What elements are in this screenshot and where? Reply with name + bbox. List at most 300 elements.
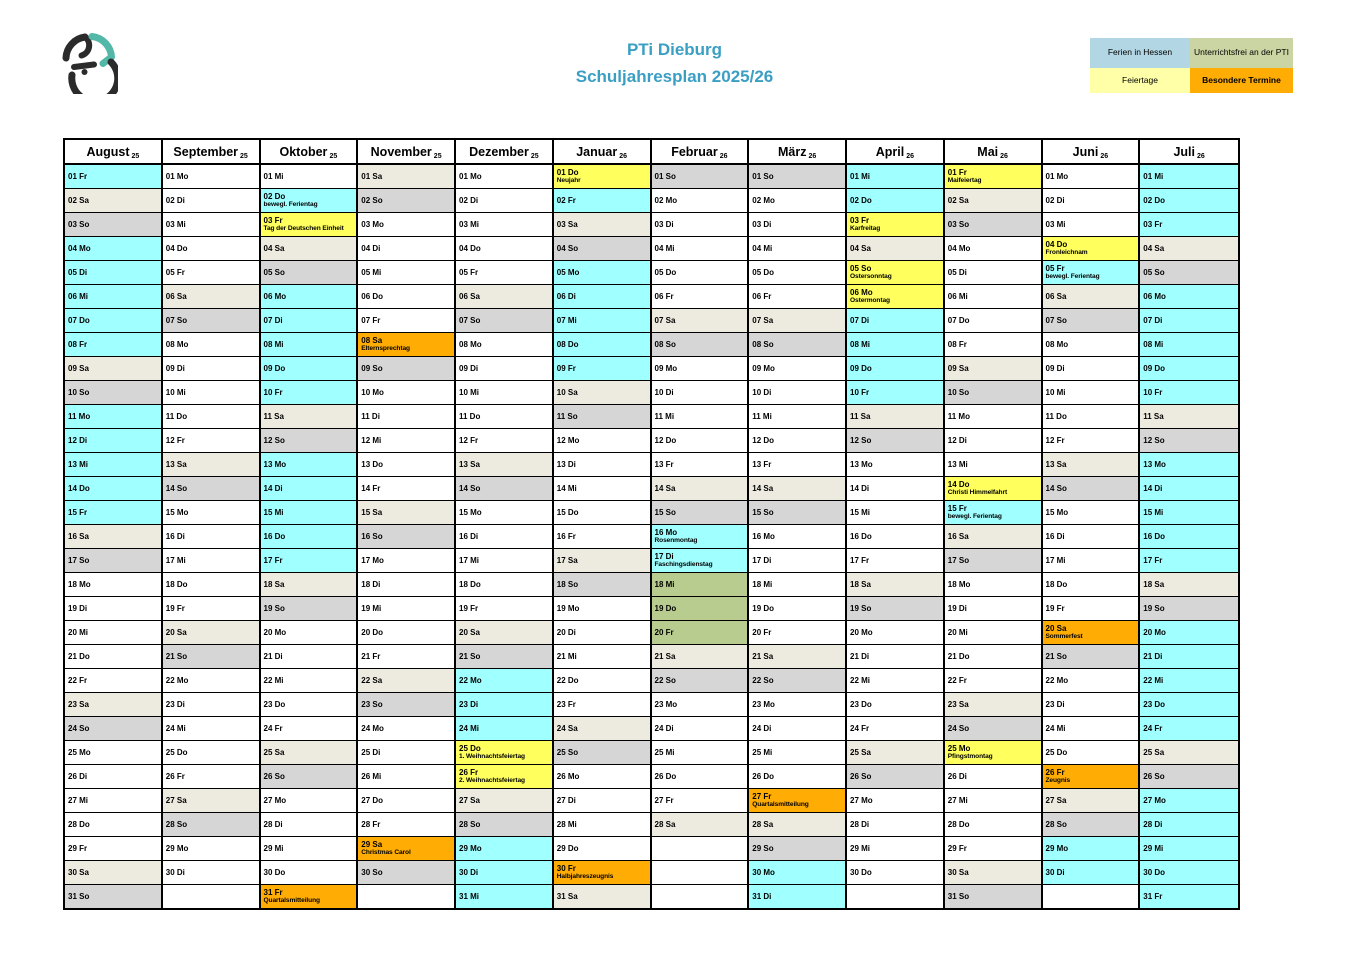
day-cell — [847, 309, 943, 333]
day-label: 23 Do — [263, 699, 286, 709]
day-label: 03 Mi — [165, 219, 186, 229]
day-label: 16 Sa — [68, 531, 89, 541]
day-label: 20 Fr — [654, 627, 674, 637]
day-label: 04 Sa — [850, 243, 871, 253]
day-cell — [456, 573, 552, 597]
day-label: 08 So — [654, 339, 676, 349]
day-cell — [1043, 525, 1139, 549]
day-label: 22 Mi — [850, 675, 871, 685]
day-label: 03 Di — [752, 219, 772, 229]
day-cell — [1043, 789, 1139, 813]
day-label: 08 Fr — [68, 339, 88, 349]
day-cell — [749, 789, 845, 813]
legend-item-ferien-in-hessen: Ferien in Hessen — [1090, 38, 1190, 68]
day-label: 07 Fr — [361, 315, 381, 325]
day-label: 27 Sa — [459, 795, 480, 805]
day-label: 20 Mo — [1143, 627, 1166, 637]
day-label: 23 Fr — [556, 699, 576, 709]
month-header — [847, 140, 943, 165]
day-cell — [749, 165, 845, 189]
day-cell — [1140, 741, 1238, 765]
day-label: 21 Di — [850, 651, 870, 661]
day-label: 24 Mi — [165, 723, 186, 733]
day-label: 15 Mi — [263, 507, 284, 517]
day-cell — [65, 357, 161, 381]
day-cell — [456, 405, 552, 429]
day-cell — [358, 837, 454, 861]
day-label: 12 Fr — [459, 435, 479, 445]
day-label: 19 Fr — [165, 603, 185, 613]
day-label: 08 Mo — [1045, 339, 1069, 349]
day-cell — [163, 765, 259, 789]
day-cell — [358, 813, 454, 837]
day-label: 24 Mo — [361, 723, 384, 733]
day-cell — [1140, 405, 1238, 429]
day-cell — [847, 381, 943, 405]
day-label: 02 So — [361, 195, 383, 205]
month-name: August — [86, 144, 130, 159]
day-cell — [163, 261, 259, 285]
day-label: 14 So — [459, 483, 481, 493]
day-cell — [65, 285, 161, 309]
day-label: 03 Mo — [361, 219, 384, 229]
day-label: 11 Mo — [947, 411, 970, 421]
day-cell — [945, 453, 1041, 477]
day-cell — [358, 429, 454, 453]
day-label: 05 Mi — [361, 267, 382, 277]
day-cell — [749, 261, 845, 285]
day-cell — [749, 885, 845, 908]
day-cell — [456, 813, 552, 837]
day-cell — [456, 525, 552, 549]
day-cell — [749, 837, 845, 861]
day-cell — [65, 189, 161, 213]
day-cell — [1043, 309, 1139, 333]
day-label: 13 Sa — [1045, 459, 1067, 469]
day-cell — [847, 525, 943, 549]
day-cell — [554, 165, 650, 189]
day-label: 14 Do — [947, 479, 970, 489]
day-label: 05 Fr — [459, 267, 479, 277]
day-annotation: Rosenmontag — [654, 537, 698, 545]
day-cell — [554, 525, 650, 549]
day-cell — [1043, 765, 1139, 789]
day-cell — [163, 405, 259, 429]
day-label: 20 Mi — [947, 627, 968, 637]
day-cell — [261, 549, 357, 573]
day-label: 03 Fr — [263, 215, 283, 225]
day-label: 04 Do — [165, 243, 188, 253]
day-label: 09 Sa — [68, 363, 89, 373]
day-cell — [261, 861, 357, 885]
day-cell — [554, 621, 650, 645]
day-cell — [652, 285, 748, 309]
day-cell — [652, 381, 748, 405]
day-label: 19 Di — [947, 603, 967, 613]
day-cell — [358, 285, 454, 309]
day-cell — [358, 645, 454, 669]
empty-cell — [652, 861, 748, 885]
day-cell — [163, 285, 259, 309]
day-label: 14 Sa — [752, 483, 774, 493]
day-cell — [1043, 477, 1139, 501]
page-title: PTi Dieburg — [626, 40, 723, 59]
day-cell — [163, 189, 259, 213]
day-cell — [945, 477, 1041, 501]
day-cell — [554, 741, 650, 765]
day-label: 07 So — [459, 315, 481, 325]
day-label: 22 Fr — [68, 675, 88, 685]
day-cell — [261, 621, 357, 645]
month-column-april — [847, 140, 945, 908]
day-cell — [65, 333, 161, 357]
day-cell — [65, 885, 161, 908]
day-label: 03 Mi — [459, 219, 480, 229]
day-cell — [358, 309, 454, 333]
day-label: 25 Mo — [68, 747, 91, 757]
day-label: 03 So — [68, 219, 90, 229]
day-cell — [358, 189, 454, 213]
day-cell — [261, 405, 357, 429]
day-cell — [1043, 333, 1139, 357]
day-cell — [1140, 213, 1238, 237]
day-label: 21 So — [459, 651, 481, 661]
month-year: 26 — [1197, 153, 1205, 160]
day-annotation: Fronleichnam — [1045, 249, 1088, 257]
month-header — [945, 140, 1041, 165]
day-cell — [945, 645, 1041, 669]
day-label: 28 So — [165, 819, 188, 829]
day-cell — [847, 477, 943, 501]
day-label: 01 Mi — [263, 171, 284, 181]
day-label: 24 Fr — [850, 723, 870, 733]
day-cell — [554, 717, 650, 741]
day-cell — [65, 813, 161, 837]
day-cell — [1043, 237, 1139, 261]
month-name: Oktober — [279, 144, 328, 159]
day-label: 10 Mi — [1045, 387, 1066, 397]
day-cell — [65, 477, 161, 501]
day-label: 18 Sa — [263, 579, 285, 589]
day-label: 08 Mi — [263, 339, 284, 349]
day-label: 22 So — [654, 675, 676, 685]
day-cell — [945, 789, 1041, 813]
month-year: 26 — [808, 153, 817, 160]
day-label: 09 Fr — [556, 363, 576, 373]
day-cell — [261, 477, 357, 501]
day-cell — [1140, 837, 1238, 861]
day-label: 31 Fr — [1143, 891, 1163, 901]
day-label: 08 Mo — [459, 339, 482, 349]
day-cell — [847, 285, 943, 309]
day-label: 05 Di — [68, 267, 88, 277]
day-annotation: Quartalsmitteilung — [263, 897, 320, 905]
day-cell — [554, 285, 650, 309]
day-cell — [945, 693, 1041, 717]
day-label: 28 Di — [1143, 819, 1163, 829]
day-cell — [554, 189, 650, 213]
day-label: 16 Di — [1045, 531, 1065, 541]
day-label: 14 So — [1045, 483, 1067, 493]
day-cell — [456, 189, 552, 213]
day-label: 09 So — [361, 363, 383, 373]
day-label: 25 Di — [361, 747, 381, 757]
day-label: 08 Fr — [947, 339, 967, 349]
day-cell — [261, 165, 357, 189]
day-label: 24 Sa — [556, 723, 578, 733]
day-cell — [554, 381, 650, 405]
day-label: 01 Mo — [1045, 171, 1069, 181]
day-cell — [456, 837, 552, 861]
month-header — [1140, 140, 1238, 165]
day-cell — [261, 789, 357, 813]
day-label: 05 So — [1143, 267, 1165, 277]
day-cell — [65, 741, 161, 765]
day-label: 20 Fr — [752, 627, 772, 637]
day-cell — [65, 717, 161, 741]
day-label: 12 Fr — [1045, 435, 1065, 445]
day-label: 01 So — [654, 171, 676, 181]
day-label: 26 So — [850, 771, 872, 781]
day-label: 19 Mi — [361, 603, 382, 613]
day-label: 28 So — [1045, 819, 1067, 829]
day-label: 16 Di — [459, 531, 479, 541]
day-cell — [65, 381, 161, 405]
day-label: 13 Mo — [1143, 459, 1166, 469]
day-cell — [261, 573, 357, 597]
day-label: 10 Mo — [361, 387, 384, 397]
day-annotation: Christmas Carol — [361, 849, 411, 857]
day-cell — [456, 429, 552, 453]
day-label: 24 Di — [752, 723, 772, 733]
day-label: 09 Di — [165, 363, 185, 373]
day-label: 18 So — [556, 579, 579, 589]
day-cell — [945, 501, 1041, 525]
day-label: 17 Fr — [850, 555, 870, 565]
day-label: 03 Sa — [556, 219, 578, 229]
day-cell — [749, 597, 845, 621]
day-label: 18 Di — [361, 579, 381, 589]
day-label: 16 Sa — [947, 531, 969, 541]
day-label: 12 So — [850, 435, 872, 445]
day-cell — [652, 189, 748, 213]
day-label: 04 Sa — [263, 243, 285, 253]
day-cell — [358, 573, 454, 597]
day-label: 19 Fr — [1045, 603, 1065, 613]
day-cell — [163, 381, 259, 405]
day-cell — [1140, 237, 1238, 261]
day-label: 19 Mo — [556, 603, 580, 613]
day-cell — [65, 261, 161, 285]
day-cell — [1043, 717, 1139, 741]
day-cell — [945, 741, 1041, 765]
day-label: 11 Sa — [263, 411, 284, 421]
day-label: 27 Sa — [165, 795, 187, 805]
day-label: 19 Do — [654, 603, 677, 613]
day-cell — [554, 789, 650, 813]
day-label: 30 Sa — [68, 867, 89, 877]
day-cell — [749, 309, 845, 333]
day-cell — [456, 789, 552, 813]
day-cell — [65, 669, 161, 693]
day-cell — [261, 357, 357, 381]
day-label: 30 Do — [263, 867, 286, 877]
day-cell — [163, 741, 259, 765]
day-cell — [847, 741, 943, 765]
empty-cell — [847, 885, 943, 908]
day-label: 10 Fr — [263, 387, 283, 397]
day-cell — [749, 573, 845, 597]
day-cell — [1140, 669, 1238, 693]
day-cell — [847, 453, 943, 477]
day-cell — [65, 693, 161, 717]
day-cell — [1043, 285, 1139, 309]
day-cell — [945, 669, 1041, 693]
day-label: 23 Sa — [68, 699, 89, 709]
day-cell — [358, 501, 454, 525]
day-label: 16 Fr — [556, 531, 576, 541]
month-year: 25 — [433, 153, 442, 160]
day-label: 08 Mo — [165, 339, 189, 349]
day-label: 05 So — [850, 263, 872, 273]
day-cell — [163, 357, 259, 381]
day-cell — [261, 333, 357, 357]
day-label: 17 Fr — [263, 555, 283, 565]
day-label: 26 So — [263, 771, 285, 781]
day-cell — [65, 405, 161, 429]
month-column-mai — [945, 140, 1043, 908]
day-label: 03 Mi — [1045, 219, 1066, 229]
day-cell — [554, 837, 650, 861]
day-label: 24 Fr — [263, 723, 283, 733]
day-cell — [358, 693, 454, 717]
day-label: 22 Mi — [263, 675, 284, 685]
day-label: 15 Mi — [850, 507, 871, 517]
day-label: 13 Sa — [459, 459, 480, 469]
day-cell — [749, 813, 845, 837]
day-annotation: Quartalsmitteilung — [752, 801, 809, 809]
day-annotation: 1. Weihnachtsfeiertag — [459, 753, 525, 761]
day-cell — [261, 381, 357, 405]
day-label: 24 Mi — [459, 723, 480, 733]
day-cell — [945, 237, 1041, 261]
day-label: 13 Do — [361, 459, 384, 469]
day-cell — [1140, 765, 1238, 789]
day-cell — [456, 285, 552, 309]
day-label: 05 Do — [752, 267, 775, 277]
day-label: 03 Fr — [1143, 219, 1163, 229]
day-label: 27 Fr — [654, 795, 674, 805]
day-label: 29 Mi — [263, 843, 284, 853]
day-cell — [749, 525, 845, 549]
day-label: 20 Sa — [459, 627, 480, 637]
day-cell — [749, 717, 845, 741]
day-label: 06 Do — [361, 291, 384, 301]
day-cell — [1140, 861, 1238, 885]
day-label: 16 Do — [1143, 531, 1166, 541]
month-year: 26 — [906, 153, 915, 160]
day-label: 02 Sa — [947, 195, 969, 205]
day-cell — [945, 165, 1041, 189]
day-label: 20 Sa — [1045, 623, 1067, 633]
day-cell — [945, 765, 1041, 789]
day-label: 05 Do — [654, 267, 677, 277]
day-label: 06 Mo — [263, 291, 287, 301]
day-label: 09 Di — [1045, 363, 1065, 373]
day-cell — [1043, 429, 1139, 453]
day-cell — [749, 405, 845, 429]
day-label: 21 Do — [947, 651, 970, 661]
day-cell — [163, 429, 259, 453]
day-cell — [847, 837, 943, 861]
day-annotation: Sommerfest — [1045, 633, 1083, 641]
month-column-märz — [749, 140, 847, 908]
day-cell — [847, 237, 943, 261]
day-label: 29 Fr — [68, 843, 88, 853]
day-label: 29 So — [752, 843, 774, 853]
day-label: 31 So — [947, 891, 970, 901]
day-cell — [554, 549, 650, 573]
day-label: 10 Di — [654, 387, 674, 397]
legend-item-unterrichtsfrei-pti: Unterrichtsfrei an der PTI — [1190, 38, 1293, 68]
day-label: 24 Di — [654, 723, 674, 733]
day-cell — [163, 789, 259, 813]
day-cell — [749, 645, 845, 669]
day-label: 30 Di — [1045, 867, 1065, 877]
day-cell — [554, 237, 650, 261]
day-cell — [652, 453, 748, 477]
day-cell — [652, 789, 748, 813]
day-label: 29 Fr — [947, 843, 967, 853]
day-cell — [1043, 357, 1139, 381]
day-label: 07 Di — [850, 315, 870, 325]
day-label: 31 So — [68, 891, 90, 901]
day-label: 25 Do — [1045, 747, 1068, 757]
day-cell — [65, 309, 161, 333]
month-header — [749, 140, 845, 165]
day-label: 11 So — [556, 411, 578, 421]
day-label: 17 Mi — [1045, 555, 1066, 565]
day-label: 15 So — [654, 507, 676, 517]
day-cell — [456, 885, 552, 908]
day-cell — [652, 237, 748, 261]
day-cell — [847, 765, 943, 789]
day-label: 06 Mi — [68, 291, 89, 301]
day-label: 10 So — [947, 387, 970, 397]
day-cell — [261, 189, 357, 213]
day-cell — [652, 309, 748, 333]
day-label: 17 Di — [752, 555, 772, 565]
day-label: 18 Mo — [947, 579, 971, 589]
day-cell — [945, 525, 1041, 549]
day-cell — [261, 501, 357, 525]
day-label: 15 Sa — [361, 507, 383, 517]
day-label: 02 Sa — [68, 195, 89, 205]
day-cell — [163, 165, 259, 189]
day-label: 22 Mo — [165, 675, 189, 685]
day-label: 11 Sa — [850, 411, 871, 421]
day-cell — [1140, 573, 1238, 597]
day-cell — [456, 501, 552, 525]
day-label: 26 Di — [68, 771, 88, 781]
day-label: 01 Mo — [165, 171, 189, 181]
day-label: 29 Mi — [1143, 843, 1164, 853]
month-header — [358, 140, 454, 165]
month-header — [554, 140, 650, 165]
day-label: 15 Mo — [1045, 507, 1069, 517]
day-label: 11 Mo — [68, 411, 91, 421]
day-cell — [554, 453, 650, 477]
